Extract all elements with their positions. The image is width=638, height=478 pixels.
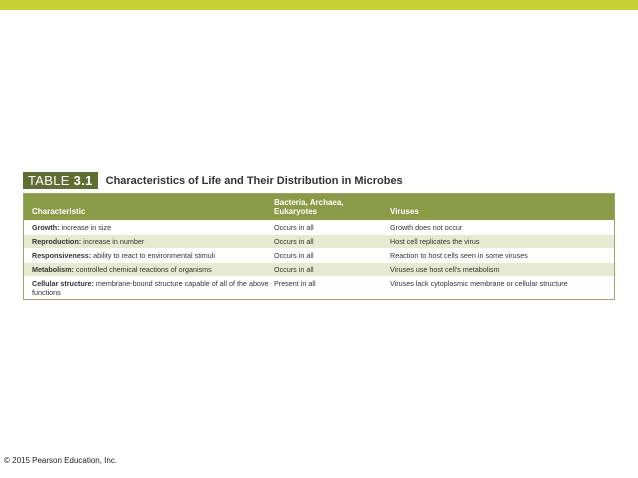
characteristic-desc: increase in size [59, 223, 112, 232]
characteristic-term: Responsiveness: [32, 251, 92, 260]
table-title-row [23, 172, 615, 189]
table-frame [23, 193, 615, 300]
table-row [24, 248, 614, 262]
characteristic-term: Reproduction: [32, 237, 82, 246]
characteristic-cell [24, 221, 274, 234]
table-row [24, 220, 614, 234]
bae-cell: Present in all [274, 279, 316, 288]
characteristic-cell [24, 249, 274, 262]
table-badge-prefix: TABLE [28, 173, 74, 188]
table-row [24, 262, 614, 276]
characteristic-desc: increase in number [81, 237, 145, 246]
header-bae-line2: Eukaryotes [274, 207, 318, 216]
viruses-cell: Viruses use host cell's metabolism [390, 265, 500, 274]
table-caption: Characteristics of Life and Their Distribution in Microbes [105, 174, 403, 187]
bae-cell: Occurs in all [274, 265, 314, 274]
viruses-cell: Reaction to host cells seen in some viruses [390, 251, 528, 260]
characteristic-cell [24, 235, 274, 248]
top-accent-bar [0, 0, 638, 10]
characteristic-term: Cellular structure: [32, 279, 94, 288]
viruses-cell: Host cell replicates the virus [390, 237, 480, 246]
table-header-row [24, 194, 614, 220]
characteristic-term: Growth: [32, 223, 60, 232]
bae-cell: Occurs in all [274, 223, 314, 232]
characteristic-cell [24, 277, 274, 299]
viruses-cell: Growth does not occur [390, 223, 463, 232]
bae-cell: Occurs in all [274, 237, 314, 246]
viruses-cell: Viruses lack cytoplasmic membrane or cellular structure [390, 279, 568, 288]
table-row [24, 234, 614, 248]
header-viruses: Viruses [390, 207, 419, 216]
characteristic-desc: controlled chemical reactions of organisms [73, 265, 212, 274]
table-row [24, 276, 614, 299]
header-bae-line1: Bacteria, Archaea, [274, 198, 344, 207]
characteristic-cell [24, 263, 274, 276]
table-3-1 [23, 172, 615, 300]
characteristic-desc: ability to react to environmental stimuli [91, 251, 215, 260]
table-badge-number: 3.1 [73, 173, 93, 188]
characteristic-desc: membrane-bound structure capable of all of the above functions [32, 279, 269, 297]
table-badge [23, 172, 98, 189]
characteristic-term: Metabolism: [32, 265, 74, 274]
header-bacteria-archaea-eukaryotes [274, 194, 390, 220]
copyright-footer: © 2015 Pearson Education, Inc. [4, 456, 118, 465]
header-characteristic: Characteristic [32, 207, 86, 216]
bae-cell: Occurs in all [274, 251, 314, 260]
